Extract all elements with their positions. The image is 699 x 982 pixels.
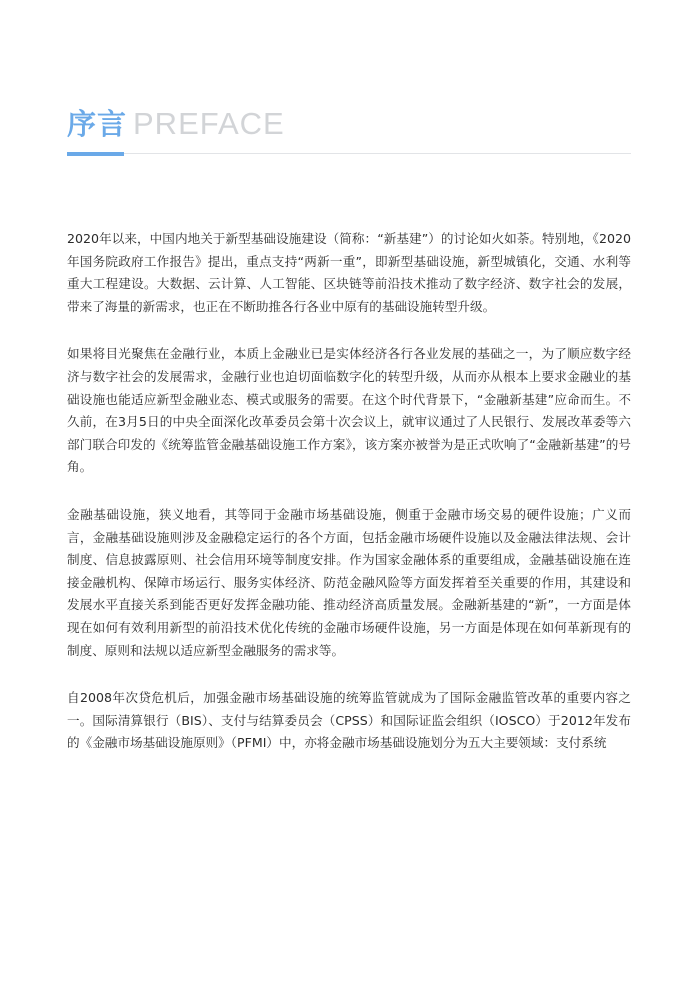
preface-header bbox=[67, 104, 631, 156]
paragraph-2: 如果将目光聚焦在金融行业，本质上金融业已是实体经济各行各业发展的基础之一，为了顺应数字经济与数字社会的发展需求，金融行业也迫切面临数字化的转型升级，从而亦从根本上要求金融业的基础设施也能适应新型金融业态、模式或服务的需要。在这个时代背景下，“金融新基建”应命而生。不久前，在3月5日的中央全面深化改革委员会第十次会议上，就审议通过了人民银行、发展改革委等六部门联合印发的《统筹监管金融基础设施工作方案》，该方案亦被誉为是正式吹响了“金融新基建”的号角。 bbox=[67, 346, 631, 475]
paragraph-1: 2020年以来，中国内地关于新型基础设施建设（简称：“新基建”）的讨论如火如荼。特别地，《2020年国务院政府工作报告》提出，重点支持“两新一重”，即新型基础设施，新型城镇化，交通、水利等重大工程建设。大数据、云计算、人工智能、区块链等前沿技术推动了数字经济、数字社会的发展，带来了海量的新需求，也正在不断助推各行各业中原有的基础设施转型升级。 bbox=[67, 231, 631, 314]
page-title-english: PREFACE bbox=[133, 106, 285, 141]
paragraph-4: 自2008年次贷危机后，加强金融市场基础设施的统筹监管就成为了国际金融监管改革的重要内容之一。国际清算银行（BIS）、支付与结算委员会（CPSS）和国际证监会组织（IOSCO）于2012年发布的《金融市场基础设施原则》（PFMI）中，亦将金融市场基础设施划分为五大主要领域：支付系统 bbox=[67, 690, 631, 751]
paragraph-3: 金融基础设施，狭义地看，其等同于金融市场基础设施，侧重于金融市场交易的硬件设施；广义而言，金融基础设施则涉及金融稳定运行的各个方面，包括金融市场硬件设施以及金融法律法规、会计制度、信息披露原则、社会信用环境等制度安排。作为国家金融体系的重要组成，金融基础设施在连接金融机构、保障市场运行、服务实体经济、防范金融风险等方面发挥着至关重要的作用，其建设和发展水平直接关系到能否更好发挥金融功能、推动经济高质量发展。金融新基建的“新”，一方面是体现在如何有效利用新型的前沿技术优化传统的金融市场硬件设施，另一方面是体现在如何革新现有的制度、原则和法规以适应新型金融服务的需求等。 bbox=[67, 506, 631, 658]
header-accent-bar bbox=[67, 152, 124, 156]
header-divider bbox=[67, 153, 631, 154]
preface-body bbox=[67, 228, 631, 780]
page-title-chinese: 序言 bbox=[67, 107, 128, 141]
